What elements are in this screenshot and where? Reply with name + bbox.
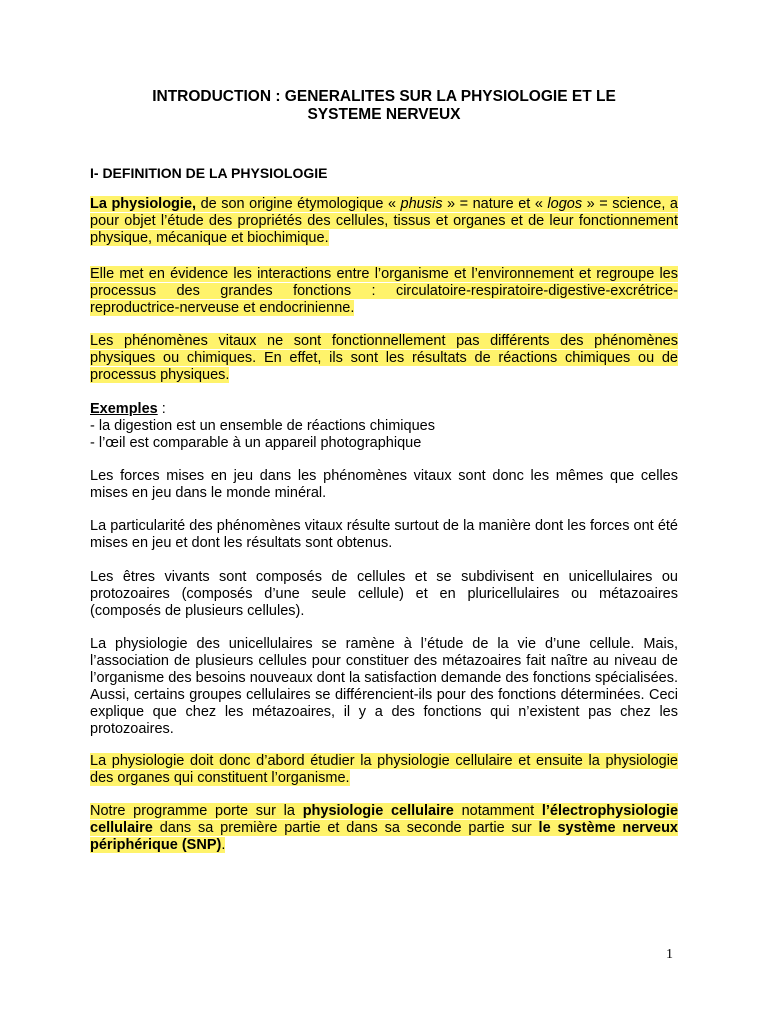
highlight [90, 803, 678, 853]
document-title [90, 88, 678, 124]
term-physiologie: La physiologie, [90, 196, 197, 212]
examples-colon: : [157, 401, 166, 417]
text: » = science, a pour objet l’étude des propriétés des cellules, tissus et organes et de leur fonctionnement physique, mécanique et biochimique. [90, 196, 678, 246]
paragraph-interactions [90, 266, 678, 317]
term-electrophysiologie: l’électrophysiologie cellulaire [90, 803, 679, 836]
paragraph-etres-vivants: Les êtres vivants sont composés de cellules et se subdivisent en unicellulaires ou protozoaires (composés d’une seule cellule) et en pluricellulaires ou métazoaires (composés de plusieurs cellules). [90, 569, 678, 619]
page-number: 1 [666, 947, 673, 962]
text: dans sa première partie et dans sa seconde partie sur [152, 820, 539, 836]
title-line-1: INTRODUCTION : GENERALITES SUR LA PHYSIOLOGIE ET LE [152, 88, 616, 105]
term-snp: le système nerveux périphérique (SNP) [90, 820, 678, 853]
highlight: Les phénomènes vitaux ne sont fonctionnellement pas différents des phénomènes physiques ou chimiques. En effet, ils sont les résultats de réactions chimiques ou de processus physiques. [90, 333, 678, 383]
highlight [90, 196, 678, 246]
paragraph-unicellulaires: La physiologie des unicellulaires se ramène à l’étude de la vie d’une cellule. Mais, l’association de plusieurs cellules pour constituer des métazoaires fait naître au niveau de l’organisme des besoins nouveaux dont la satisfaction demande des fonctions spécialisées. Aussi, certains groupes cellulaires se différencient-ils pour des fonctions déterminées. Ceci explique que chez les métazoaires, il y a des fonctions qui n’existent pas chez les protozoaires. [90, 636, 678, 737]
term-physiologie-cellulaire: physiologie cellulaire [302, 803, 454, 819]
paragraph-phenomenes-vitaux [90, 333, 678, 384]
examples-label: Exemples [90, 401, 158, 417]
paragraph-physiologie-cellulaire [90, 753, 678, 787]
term-phusis: phusis [400, 196, 443, 212]
text: » = nature et « [442, 196, 548, 212]
section-heading: I- DEFINITION DE LA PHYSIOLOGIE [90, 165, 328, 181]
example-item: - la digestion est un ensemble de réactions chimiques [90, 418, 435, 434]
highlight: Elle met en évidence les interactions entre l’organisme et l’environnement et regroupe les processus des grandes fonctions : circulatoire-respiratoire-digestive-excrétrice-reproductrice-nerveuse et endocrinienne. [90, 266, 678, 316]
term-logos: logos [547, 196, 583, 212]
examples-block [90, 401, 678, 452]
example-item: - l’œil est comparable à un appareil photographique [90, 435, 422, 451]
paragraph-programme [90, 803, 678, 854]
text: notamment [453, 803, 542, 819]
title-line-2: SYSTEME NERVEUX [307, 106, 461, 123]
text: . [221, 837, 226, 853]
paragraph-forces: Les forces mises en jeu dans les phénomènes vitaux sont donc les mêmes que celles mises en jeu dans le monde minéral. [90, 468, 678, 501]
text: Notre programme porte sur la [90, 803, 303, 819]
text: de son origine étymologique « [196, 196, 401, 212]
paragraph-definition [90, 196, 678, 247]
highlight: La physiologie doit donc d’abord étudier la physiologie cellulaire et ensuite la physiologie des organes qui constituent l’organisme. [90, 753, 678, 786]
paragraph-particularite: La particularité des phénomènes vitaux résulte surtout de la manière dont les forces ont été mises en jeu et dont les résultats sont obtenus. [90, 518, 678, 551]
